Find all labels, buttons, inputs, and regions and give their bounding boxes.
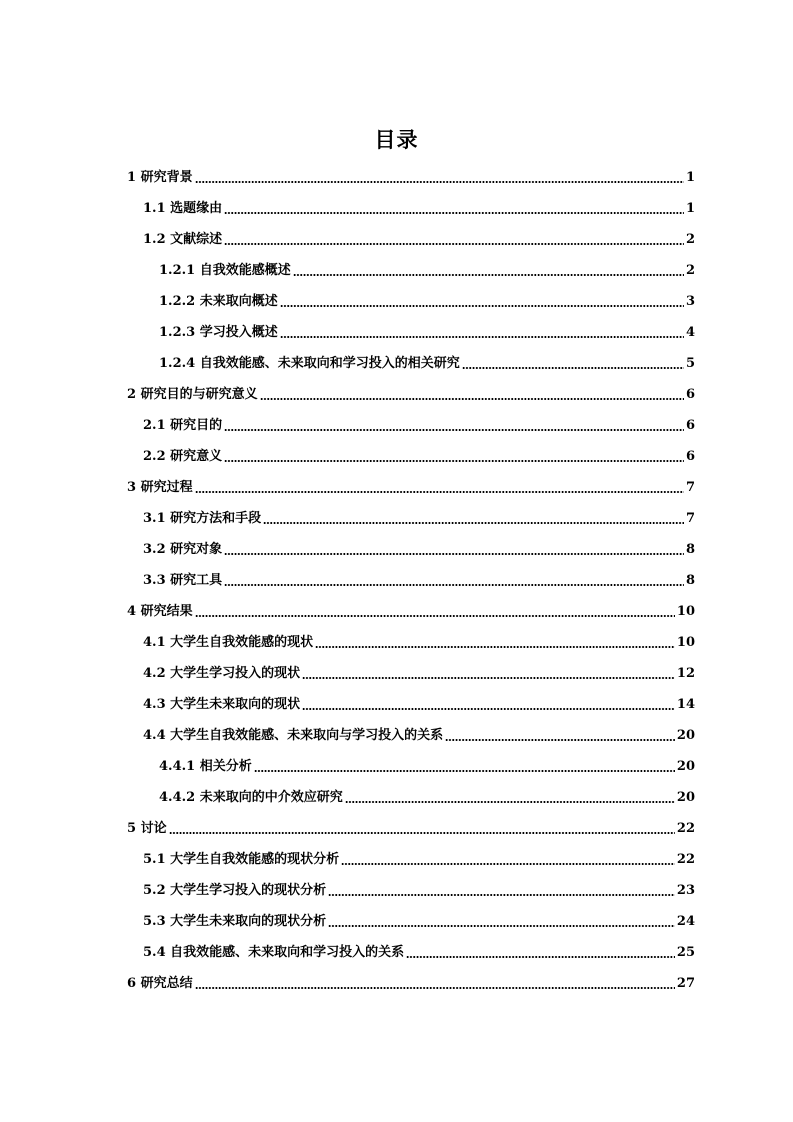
dot-leader — [462, 367, 684, 369]
toc-entry-page-number: 22 — [676, 821, 695, 836]
toc-entry[interactable] — [143, 844, 695, 875]
dot-leader — [224, 460, 684, 462]
dot-leader — [224, 212, 684, 214]
toc-entry-page-number: 8 — [685, 573, 695, 588]
dot-leader — [260, 398, 684, 400]
toc-entry-label: 1.2.4 自我效能感、未来取向和学习投入的相关研究 — [159, 356, 460, 371]
toc-entry[interactable] — [143, 906, 695, 937]
dot-leader — [254, 770, 675, 772]
dot-leader — [224, 584, 684, 586]
toc-entry[interactable] — [127, 596, 695, 627]
toc-entry-page-number: 6 — [685, 387, 695, 402]
dot-leader — [302, 677, 675, 679]
toc-entry-page-number: 7 — [685, 511, 695, 526]
toc-entry-label: 3.3 研究工具 — [143, 573, 223, 588]
toc-entry-label: 3.1 研究方法和手段 — [143, 511, 262, 526]
toc-entry[interactable] — [143, 627, 695, 658]
toc-entry-page-number: 20 — [676, 759, 695, 774]
toc-entry-label: 3 研究过程 — [127, 480, 193, 495]
toc-entry-page-number: 2 — [685, 263, 695, 278]
toc-entry-label: 5.2 大学生学习投入的现状分析 — [143, 883, 327, 898]
toc-entry-page-number: 27 — [676, 976, 695, 991]
dot-leader — [195, 181, 684, 183]
toc-entry[interactable] — [143, 689, 695, 720]
toc-entry-page-number: 1 — [685, 170, 695, 185]
toc-entry-page-number: 6 — [685, 449, 695, 464]
toc-entry[interactable] — [127, 162, 695, 193]
toc-entry[interactable] — [143, 224, 695, 255]
toc-entry-page-number: 3 — [685, 294, 695, 309]
dot-leader — [315, 646, 675, 648]
page-title: 目录 — [374, 128, 419, 152]
toc-entry-page-number: 14 — [676, 697, 695, 712]
toc-entry-page-number: 5 — [685, 356, 695, 371]
dot-leader — [263, 522, 684, 524]
toc-entry-page-number: 8 — [685, 542, 695, 557]
toc-entry[interactable] — [143, 720, 695, 751]
toc-entry-label: 2.2 研究意义 — [143, 449, 223, 464]
toc-entry[interactable] — [143, 193, 695, 224]
toc-entry[interactable] — [159, 782, 695, 813]
dot-leader — [406, 956, 675, 958]
toc-entry-label: 2.1 研究目的 — [143, 418, 223, 433]
toc-entry[interactable] — [127, 379, 695, 410]
toc-entry-page-number: 20 — [676, 728, 695, 743]
toc-entry-page-number: 22 — [676, 852, 695, 867]
toc-entry-label: 1.2.2 未来取向概述 — [159, 294, 278, 309]
dot-leader — [195, 491, 684, 493]
toc-entry-label: 1.1 选题缘由 — [143, 201, 223, 216]
toc-entry-label: 4.1 大学生自我效能感的现状 — [143, 635, 314, 650]
toc-entry-page-number: 12 — [676, 666, 695, 681]
toc-entry-label: 4 研究结果 — [127, 604, 193, 619]
toc-entry-page-number: 25 — [676, 945, 695, 960]
toc-entry[interactable] — [143, 875, 695, 906]
toc-entry-label: 4.4.1 相关分析 — [159, 759, 252, 774]
dot-leader — [302, 708, 675, 710]
toc-entry-page-number: 10 — [676, 604, 695, 619]
toc-entry-label: 5.4 自我效能感、未来取向和学习投入的关系 — [143, 945, 405, 960]
toc-entry-page-number: 10 — [676, 635, 695, 650]
dot-leader — [224, 553, 684, 555]
toc-entry-page-number: 2 — [685, 232, 695, 247]
toc-entry-page-number: 24 — [676, 914, 695, 929]
toc-entry-label: 4.4 大学生自我效能感、未来取向与学习投入的关系 — [143, 728, 444, 743]
toc-entry-label: 1.2 文献综述 — [143, 232, 223, 247]
toc-entry-label: 2 研究目的与研究意义 — [127, 387, 258, 402]
dot-leader — [345, 801, 675, 803]
toc-entry-label: 5.1 大学生自我效能感的现状分析 — [143, 852, 340, 867]
toc-entry[interactable] — [143, 503, 695, 534]
toc-entry[interactable] — [143, 937, 695, 968]
toc-entry[interactable] — [159, 255, 695, 286]
dot-leader — [328, 894, 675, 896]
toc-entry[interactable] — [159, 751, 695, 782]
dot-leader — [224, 429, 684, 431]
toc-entry[interactable] — [159, 317, 695, 348]
toc-entry[interactable] — [127, 968, 695, 999]
toc-entry[interactable] — [143, 658, 695, 689]
dot-leader — [169, 832, 675, 834]
toc-entry[interactable] — [143, 534, 695, 565]
toc-entry-label: 1.2.3 学习投入概述 — [159, 325, 278, 340]
toc-entry[interactable] — [127, 472, 695, 503]
toc-entry-label: 1 研究背景 — [127, 170, 193, 185]
dot-leader — [293, 274, 684, 276]
toc-entry[interactable] — [127, 813, 695, 844]
dot-leader — [195, 987, 675, 989]
dot-leader — [280, 305, 684, 307]
dot-leader — [341, 863, 675, 865]
toc-entry-label: 4.2 大学生学习投入的现状 — [143, 666, 301, 681]
toc-entry[interactable] — [143, 441, 695, 472]
toc-entry[interactable] — [159, 348, 695, 379]
toc-entry-page-number: 1 — [685, 201, 695, 216]
toc-entry-label: 5 讨论 — [127, 821, 167, 836]
toc-entry[interactable] — [143, 565, 695, 596]
toc-entry-page-number: 23 — [676, 883, 695, 898]
dot-leader — [328, 925, 675, 927]
toc-entry[interactable] — [159, 286, 695, 317]
dot-leader — [195, 615, 675, 617]
toc-entry-page-number: 6 — [685, 418, 695, 433]
toc-entry-page-number: 4 — [685, 325, 695, 340]
toc-entry[interactable] — [143, 410, 695, 441]
toc-entry-label: 3.2 研究对象 — [143, 542, 223, 557]
dot-leader — [224, 243, 684, 245]
toc-entry-page-number: 20 — [676, 790, 695, 805]
toc-entry-page-number: 7 — [685, 480, 695, 495]
toc-entry-label: 4.3 大学生未来取向的现状 — [143, 697, 301, 712]
toc-entry-label: 5.3 大学生未来取向的现状分析 — [143, 914, 327, 929]
dot-leader — [445, 739, 675, 741]
toc-entry-label: 1.2.1 自我效能感概述 — [159, 263, 291, 278]
dot-leader — [280, 336, 684, 338]
toc-entry-label: 4.4.2 未来取向的中介效应研究 — [159, 790, 343, 805]
toc-entry-label: 6 研究总结 — [127, 976, 193, 991]
